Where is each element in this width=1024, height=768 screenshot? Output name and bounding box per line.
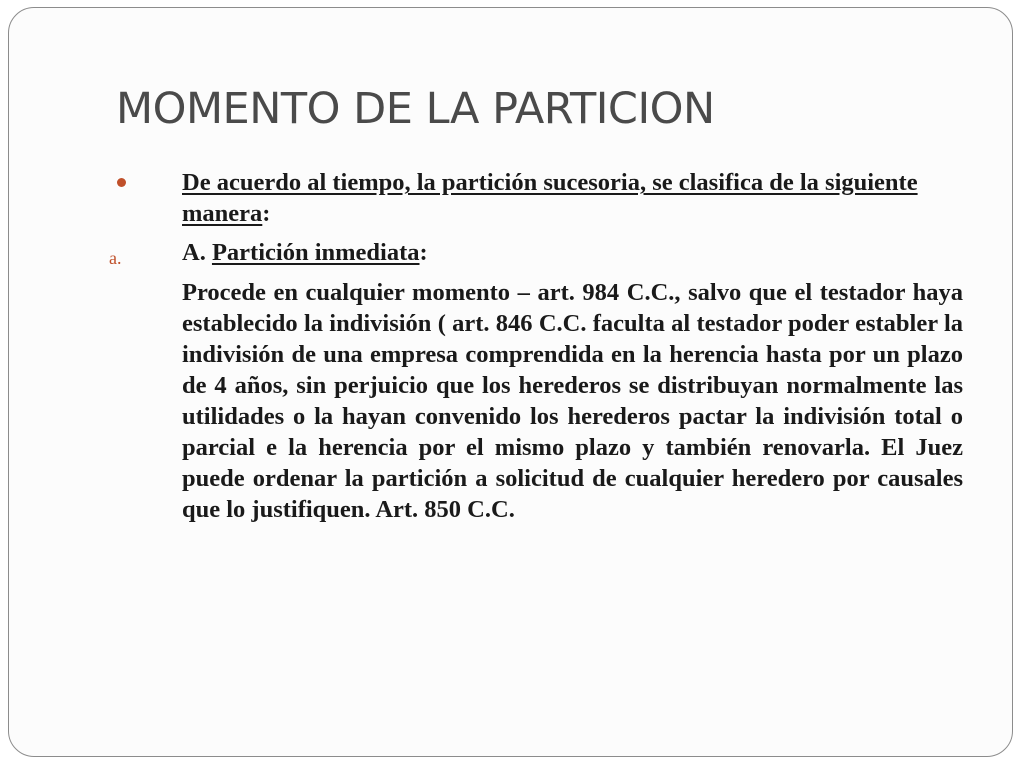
body-paragraph: Procede en cualquier momento – art. 984 C.C., salvo que el testador haya establecido la indivisión ( art. 846 C.C. faculta al testador poder establer la indivisión de una empresa comprendida en la herencia hasta por un plazo de 4 años, sin perjuicio que los herederos se distribuyan normalmente las utilidades o la hayan convenido los herederos pactar la indivisión total o parcial e la herencia por el mismo plazo y también renovarla. El Juez puede ordenar la partición a solicitud de cualquier heredero por causales que lo justifiquen. Art. 850 C.C. bbox=[182, 279, 963, 523]
item-a-underlined: Partición inmediata bbox=[211, 239, 420, 266]
bullet-text-underlined: De acuerdo al tiempo, la partición sucesoria, se clasifica de la siguiente manera bbox=[182, 169, 918, 227]
bullet-text-classification bbox=[182, 167, 963, 229]
item-a-heading bbox=[182, 237, 963, 268]
item-a-suffix: : bbox=[419, 239, 428, 266]
slide-title: MOMENTO DE LA PARTICION bbox=[116, 84, 715, 134]
bullet-dot-icon bbox=[117, 178, 126, 187]
bullet-text-suffix: : bbox=[262, 200, 271, 227]
item-a-prefix: A. bbox=[182, 239, 212, 266]
list-marker-a: a. bbox=[109, 248, 122, 268]
